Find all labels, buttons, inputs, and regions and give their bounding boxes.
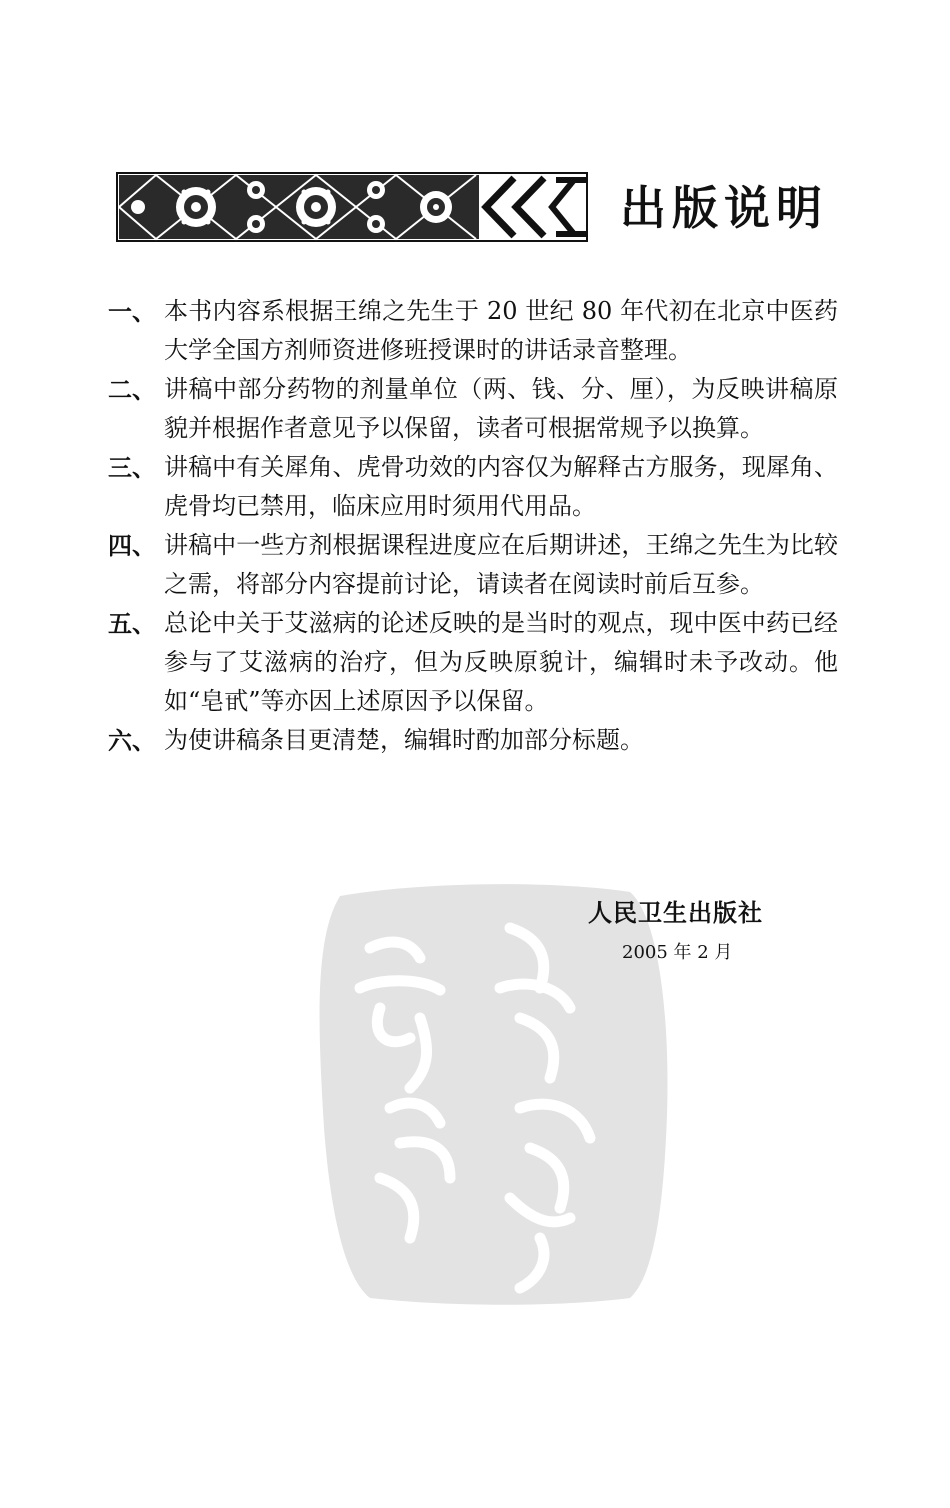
list-item xyxy=(108,604,838,721)
list-item xyxy=(108,370,838,448)
item-text: 为使讲稿条目更清楚，编辑时酌加部分标题。 xyxy=(164,726,644,754)
item-text: 本书内容系根据王绵之先生于 20 世纪 80 年代初在北京中医药大学全国方剂师资进修班授课时的讲话录音整理。 xyxy=(164,297,838,364)
publisher-name: 人民卫生出版社 xyxy=(588,899,763,927)
item-text: 总论中关于艾滋病的论述反映的是当时的观点，现中医中药已经参与了艾滋病的治疗，但为反映原貌计，编辑时未予改动。他如“皂甙”等亦因上述原因予以保留。 xyxy=(164,609,838,715)
publication-date: 2005 年 2 月 xyxy=(622,942,733,963)
list-item xyxy=(108,292,838,370)
item-text: 讲稿中部分药物的剂量单位（两、钱、分、厘），为反映讲稿原貌并根据作者意见予以保留，读者可根据常规予以换算。 xyxy=(164,375,838,442)
item-text: 讲稿中一些方剂根据课程进度应在后期讲述，王绵之先生为比较之需，将部分内容提前讨论，请读者在阅读时前后互参。 xyxy=(164,531,838,598)
item-number: 一、 xyxy=(108,297,156,326)
item-number: 四、 xyxy=(108,531,156,560)
item-number: 五、 xyxy=(108,609,156,638)
item-number: 二、 xyxy=(108,375,156,404)
list-item xyxy=(108,448,838,526)
item-number: 三、 xyxy=(108,453,156,482)
notes-list xyxy=(108,292,838,760)
item-text: 讲稿中有关犀角、虎骨功效的内容仅为解释古方服务，现犀角、虎骨均已禁用，临床应用时须用代用品。 xyxy=(164,453,838,520)
item-number: 六、 xyxy=(108,726,156,755)
list-item xyxy=(108,721,838,760)
list-item xyxy=(108,526,838,604)
ornamental-band-icon xyxy=(116,172,588,242)
page-title: 出版说明 xyxy=(620,181,828,235)
